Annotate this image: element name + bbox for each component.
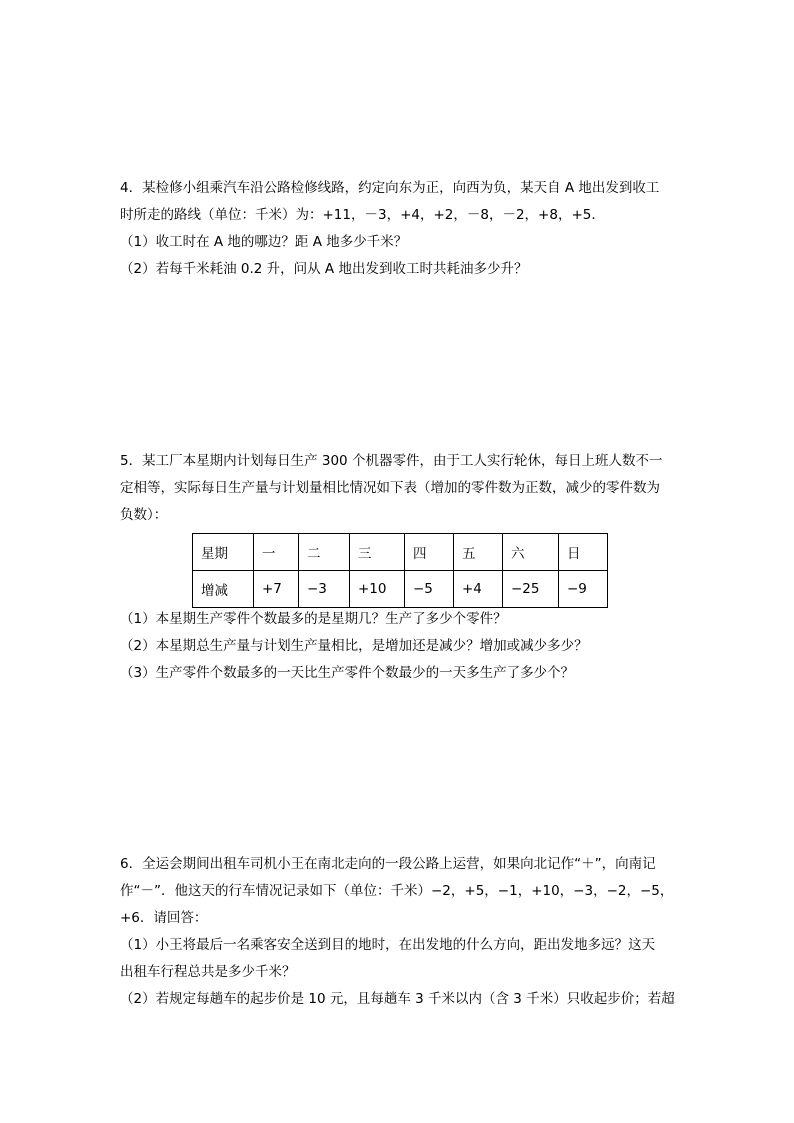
table-cell: −25 [503,571,559,608]
table-header-row [193,534,608,571]
table-cell: −5 [405,571,454,608]
table-cell: 日 [559,534,608,571]
table-row [193,571,608,608]
problem4-line2: 时所走的路线（单位：千米）为：+11，－3，+4，+2，－8，－2，+8，+5． [120,207,605,223]
problem4-question1: （1）收工时在 A 地的哪边？距 A 地多少千米？ [120,234,408,250]
table-cell: 三 [350,534,405,571]
table-cell: 六 [503,534,559,571]
problem6-question1-line1: （1）小王将最后一名乘客安全送到目的地时，在出发地的什么方向，距出发地多远？这天 [120,937,656,953]
table-cell: −9 [559,571,608,608]
problem5-question1: （1）本星期生产零件个数最多的是星期几？生产了多少个零件？ [120,611,507,627]
problem5-line3: 负数）： [120,507,168,523]
problem6-question2: （2）若规定每趟车的起步价是 10 元，且每趟车 3 千米以内（含 3 千米）只收起步价；若超 [120,991,675,1007]
problem4-question2: （2）若每千米耗油 0.2 升，问从 A 地出发到收工时共耗油多少升？ [120,261,528,277]
problem4-line1: 4．某检修小组乘汽车沿公路检修线路，约定向东为正，向西为负，某天自 A 地出发到收工 [120,180,660,196]
table-cell: −3 [299,571,350,608]
problem6-line1: 6．全运会期间出租车司机小王在南北走向的一段公路上运营，如果向北记作“＋”，向南记 [120,856,656,872]
problem6-question1-line2: 出租车行程总共是多少千米？ [120,964,296,980]
problem6-line3: +6．请回答： [120,910,208,926]
table-cell: +7 [254,571,299,608]
table-cell: 四 [405,534,454,571]
problem5-question2: （2）本星期总生产量与计划生产量相比，是增加还是减少？增加或减少多少？ [120,638,588,654]
production-change-table [192,533,608,608]
table-cell: 星期 [193,534,254,571]
problem6-line2: 作“－”．他这天的行车情况记录如下（单位：千米）−2，+5，−1，+10，−3，−2，−5， [120,883,674,899]
problem5-line1: 5．某工厂本星期内计划每日生产 300 个机器零件，由于工人实行轮休，每日上班人数不一 [120,453,663,469]
problem5-question3: （3）生产零件个数最多的一天比生产零件个数最少的一天多生产了多少个？ [120,665,575,681]
table-cell: +4 [454,571,503,608]
table-cell: 一 [254,534,299,571]
problem5-line2: 定相等，实际每日生产量与计划量相比情况如下表（增加的零件数为正数，减少的零件数为 [120,480,660,496]
table-cell: 五 [454,534,503,571]
table-cell: 增减 [193,571,254,608]
table-cell: +10 [350,571,405,608]
table-cell: 二 [299,534,350,571]
